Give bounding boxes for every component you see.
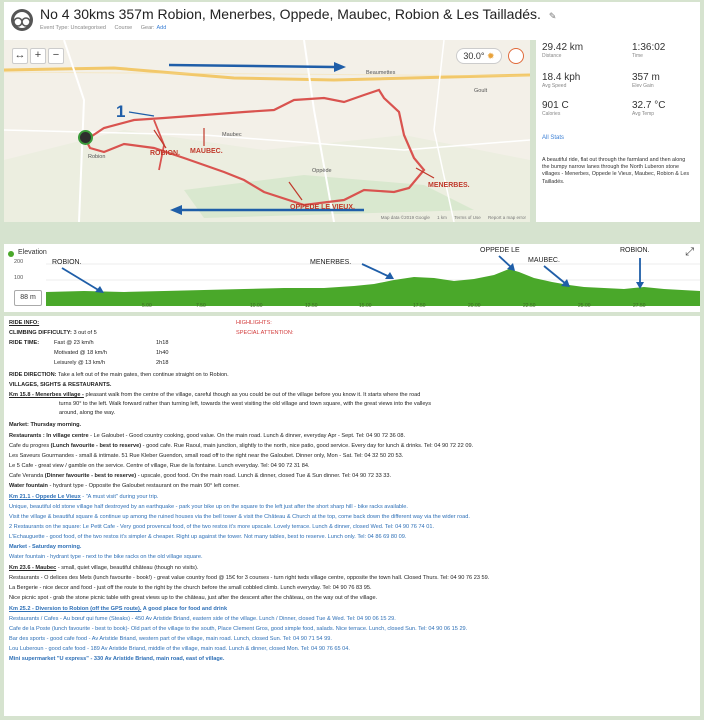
km252-robion: Km 25.2 - Diversion to Robion (off the GPS route). A good place for food and drink: [9, 606, 228, 612]
place-maubec: Maubec: [222, 132, 242, 138]
stat-time: 1:36:02 Time: [632, 42, 666, 59]
gear-add-link[interactable]: Add: [156, 25, 167, 31]
map-footer: [375, 215, 526, 220]
map-layers-button[interactable]: ↔: [12, 48, 28, 64]
x-tick: 27.50: [633, 303, 646, 309]
x-tick: 25.00: [578, 303, 591, 309]
villages-heading: VILLAGES, SIGHTS & RESTAURANTS.: [9, 382, 112, 388]
time-fast: Fast @ 23 km/h: [54, 340, 94, 346]
time-leisurely: Leisurely @ 13 km/h: [54, 360, 106, 366]
oppede-line2: Visit the village & beautiful square & continue up among the ruined houses via the bell tower & visit the Château & Church at the top, come back down the different way via the wider road.: [9, 514, 470, 520]
map-label-robion: ROBION.: [150, 150, 180, 157]
place-goult: Goult: [474, 88, 488, 94]
stat-calories: 901 C Calories: [542, 100, 569, 117]
clock-icon[interactable]: [508, 48, 524, 64]
place-oppede: Oppède: [312, 168, 332, 174]
time-motivated: Motivated @ 18 km/h: [54, 350, 107, 356]
map-scale: 1 km: [437, 215, 447, 220]
km211-oppede: Km 21.1 - Oppede Le Vieux - "A must visit" during your trip.: [9, 494, 159, 500]
highlights-heading: HIGHLIGHTS:: [236, 320, 272, 326]
zoom-in-button[interactable]: +: [30, 48, 46, 64]
oppede-line1: Unique, beautiful old stone village half destroyed by an earthquake - park your bike up on the square to the left just after the short sharp hill - bike racks available.: [9, 504, 408, 510]
start-pin-icon[interactable]: [78, 130, 93, 145]
weather-pill[interactable]: [456, 48, 502, 64]
elevation-profile: [46, 269, 700, 306]
elev-label-oppede: OPPEDE LE: [480, 247, 520, 254]
ride-time-label: RIDE TIME:: [9, 340, 40, 346]
map-attribution: Map data ©2019 Google: [380, 215, 430, 220]
oppede-market: Market - Saturday morning.: [9, 544, 82, 550]
robion-line1: Restaurants / Cafes - Au bœuf qui fume (Steaks) - 450 Av Aristide Briand, eastern side of the village. Lunch / Dinner, closed Tue & Wed. Tel: 04 90 06 15 29.: [9, 616, 396, 622]
x-tick: 17.50: [413, 303, 426, 309]
x-tick: 7.50: [196, 303, 206, 309]
oppede-line3: 2 Restaurants on the square: Le Petit Cafe - Very good provencal food, of the two restos it's more upscale. Lovely terrace. Lunch & dinner, closed Wed. Tel: 04 90 76 74 01.: [9, 524, 434, 530]
ride-direction: RIDE DIRECTION: Take a left out of the main gates, then continue straight on to Robion.: [9, 372, 229, 378]
maubec-line1: Restaurants - O delices des Mets (lunch favourite - book!) - great value country food @ 15€ for 3 courses - turn right twds village centre, opposite the town hall. Closed Thurs. Tel: 04 90 76 23 59.: [9, 575, 490, 581]
elev-label-menerbes: MENERBES.: [310, 259, 352, 266]
robion-line2: Cafe de la Poste (lunch favourite - best to book)- Old part of the village to the south, Place Clement Gros, good simple food, salads. Nice terrace. Lunch, closed Sun. Tel: 04 90 06 15 29.: [9, 626, 468, 632]
garmin-logo-icon: [10, 8, 34, 32]
zoom-out-button[interactable]: −: [48, 48, 64, 64]
km158-line3: around, along the way.: [59, 410, 116, 416]
x-tick: 20.00: [468, 303, 481, 309]
robion-line3: Bar des sports - good cafe food - Av Aristide Briand, western part of the village, main road. Lunch, closed Sun. Tel: 04 90 71 54 99.: [9, 636, 332, 642]
elev-label-robion-end: ROBION.: [620, 247, 650, 254]
time-fast-value: 1h18: [156, 340, 169, 346]
menerbes-restaurants: Restaurants : In village centre - Le Galoubet - Good country cooking, good value. On the main road. Lunch & dinner, everyday Apr - Sept. Tel: 04 90 72 36 08.: [9, 433, 406, 439]
km236-maubec: Km 23.6 - Maubec - small, quiet village, beautiful château (though no visits).: [9, 565, 199, 571]
elevation-panel: [4, 244, 700, 312]
special-attention-heading: SPECIAL ATTENTION:: [236, 330, 294, 336]
elevation-chart[interactable]: [4, 244, 700, 312]
course[interactable]: Course: [114, 25, 133, 31]
weather-temp: 30.0°: [463, 51, 485, 61]
activity-meta: [40, 25, 173, 31]
event-type[interactable]: Event Type: Uncategorised: [40, 25, 106, 31]
place-robion: Robion: [88, 154, 106, 160]
menerbes-water: Water fountain - hydrant type - Opposite the Galoubet restaurant on the main 90° left corner.: [9, 483, 240, 489]
le5-cafe: Le 5 Cafe - great view / gamble on the service. Centre of village, Rue de la fontaine. Lunch everyday. Tel: 04 90 72 31 84.: [9, 463, 310, 469]
elev-label-maubec: MAUBEC.: [528, 257, 560, 264]
elevation-unit-selector[interactable]: 88 m: [14, 290, 42, 306]
x-tick: 15.00: [359, 303, 372, 309]
elevation-title: Elevation: [18, 249, 47, 256]
km158-line1: Km 15.8 - Menerbes village - pleasant walk from the centre of the village, careful though as you could be out of the village before you know it. It starts where the road: [9, 392, 421, 398]
pencil-icon[interactable]: ✎: [548, 11, 557, 21]
stat-distance: 29.42 km Distance: [542, 42, 584, 59]
map-label-maubec: MAUBEC.: [190, 148, 223, 155]
x-tick: 5.00: [142, 303, 152, 309]
x-tick: 10.00: [250, 303, 263, 309]
ride-notes: [4, 316, 700, 716]
expand-icon[interactable]: ⤢: [685, 246, 694, 258]
stat-avg-temp: 32.7 °C Avg Temp: [632, 100, 666, 117]
climbing-difficulty: CLIMBING DIFFICULTY: 3 out of 5: [9, 330, 97, 336]
oppede-water: Water fountain - hydrant type - next to the bike racks on the old village square.: [9, 554, 203, 560]
place-beaumettes: Beaumettes: [366, 70, 396, 76]
activity-header: [4, 2, 700, 40]
activity-title: [40, 6, 556, 22]
elev-label-robion-start: ROBION.: [52, 259, 82, 266]
report-link[interactable]: Report a map error: [487, 215, 526, 220]
robion-supermarket: Mini supermarket "U express" - 330 Av Aristide Briand, main road, east of village.: [9, 656, 225, 662]
robion-line4: Lou Luberoun - good cafe food - 189 Av Aristide Briand, middle of the village, main road. Lunch & dinner, closed Mon. Tel: 04 90 76 65 04.: [9, 646, 350, 652]
stat-avg-speed: 18.4 kph Avg Speed: [542, 72, 581, 89]
ride-info-heading: RIDE INFO:: [9, 320, 40, 326]
sun-icon: ✹: [487, 51, 495, 61]
terms-link[interactable]: Terms of Use: [454, 215, 481, 220]
map-label-oppede: OPPEDE LE VIEUX.: [290, 204, 355, 211]
map-label-menerbes: MENERBES.: [428, 182, 470, 189]
activity-description: A beautiful ride, flat out through the farmland and then along the bumpy narrow lanes through the North Luberon stone villages - Menerbes, Oppede le Vieux, Maubec, Robion & Les Tailladés.: [542, 157, 690, 185]
cafe-progres: Cafe du progres (Lunch favourite - best to reserve) - good cafe. Rue Raoul, main junction, slightly to the north, nice patio, good service. Every day for lunch & drinks. Tel: 04 90 72 22 09.: [9, 443, 474, 449]
oppede-line4: L'Echauguette - good food, of the two restos it's simpler & cheaper. Right up against the tower. Not many tables, best to reserve. Lunch only. Tel: 04 86 69 80 09.: [9, 534, 407, 540]
activity-title-text: No 4 30kms 357m Robion, Menerbes, Oppede, Maubec, Robion & Les Tailladés.: [40, 6, 541, 22]
x-tick: 22.50: [523, 303, 536, 309]
time-leisurely-value: 2h18: [156, 360, 169, 366]
maubec-line3: Nice picnic spot - grab the stone picnic table with great views up to the château, just after the descent after the château, on the way out of the village.: [9, 595, 378, 601]
all-stats-link[interactable]: All Stats: [542, 135, 565, 141]
maubec-line2: La Bergerie - nice decor and food - just off the route to the right by the church before the small cobbled climb. Lunch everyday. Tel: 04 90 76 83 95.: [9, 585, 372, 591]
y-tick-100: 100: [14, 275, 24, 281]
stats-panel: [536, 40, 700, 222]
time-motivated-value: 1h40: [156, 350, 169, 356]
cafe-veranda: Cafe Veranda (Dinner favourite - best to reserve) - upscale, good food. On the main road. Lunch & dinner, closed Tue & Sun dinner. Tel: 04 90 72 33 33.: [9, 473, 392, 479]
gear: Gear:: [140, 25, 155, 31]
map-number-label: 1: [116, 102, 126, 121]
saveurs-gourmandes: Les Saveurs Gourmandes - small & intimate. 51 Rue Kleber Guendon, small road off to the right near the Galoubet. Dinner only, Mon - Sat. Tel: 04 32 50 20 53.: [9, 453, 404, 459]
menerbes-market: Market: Thursday morning.: [9, 422, 82, 428]
route-map[interactable]: [4, 40, 530, 222]
y-tick-200: 200: [14, 259, 24, 265]
x-tick: 12.50: [305, 303, 318, 309]
stat-elev-gain: 357 m Elev Gain: [632, 72, 660, 89]
km158-line2: turns 90° to the left. Walk forward rather than turning left, towards the west visiting the old village and town square, with the great views into the valleys: [59, 401, 432, 407]
